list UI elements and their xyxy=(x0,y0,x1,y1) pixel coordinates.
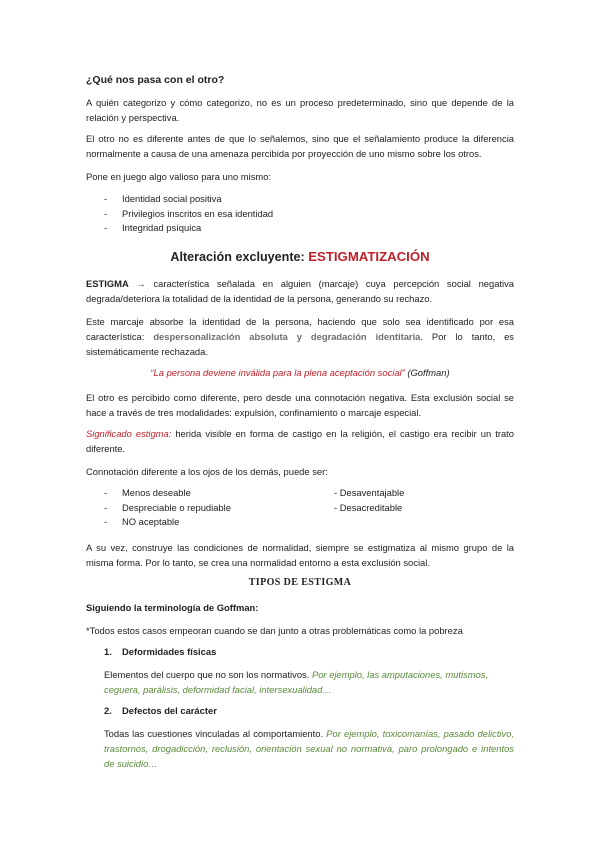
item-title-caracter: Defectos del carácter xyxy=(122,705,217,716)
marcaje-text: Este marcaje absorbe la identidad de la persona, haciendo que solo sea identificado por esa característica: xyxy=(86,316,514,342)
item-number: 2. xyxy=(104,705,112,716)
arrow-icon: → xyxy=(136,278,146,289)
list-item: - Desacreditable xyxy=(334,502,403,513)
item-number: 1. xyxy=(104,646,112,657)
paragraph-marcaje xyxy=(86,314,514,359)
list-item: Despreciable o repudiable xyxy=(122,502,231,513)
paragraph-categorizo: A quién categorizo y cómo categorizo, no es un proceso predeterminado, sino que depende de la relación y perspectiva. xyxy=(86,97,514,123)
estigma-definition: característica señalada en alguien (marcaje) cuya percepción social negativa degrada/deteriora la totalidad de la identidad de la persona, generando su rechazo. xyxy=(86,278,515,304)
tipos-title: TIPOS DE ESTIGMA xyxy=(248,577,352,588)
paragraph-caracter xyxy=(104,726,514,771)
list-item: NO aceptable xyxy=(122,516,180,527)
caracter-text: Todas las cuestiones vinculadas al comportamiento. xyxy=(104,728,324,739)
significado-text: herida visible en forma de castigo en la religión, el castigo era recibir un trato diferente. xyxy=(86,428,514,454)
caracter-example: Por ejemplo, toxicomanías, pasado delictivo, trastornos, drogadicción, reclusión, orientación sexual no normativa, paro prolongado e intentos de suicidio… xyxy=(104,728,515,769)
heading-que-nos-pasa: ¿Qué nos pasa con el otro? xyxy=(86,74,225,86)
paragraph-significado xyxy=(86,426,514,456)
item-title-deformidades: Deformidades físicas xyxy=(122,646,217,657)
section-title-highlight: ESTIGMATIZACIÓN xyxy=(308,249,430,264)
deformidades-example: Por ejemplo, las amputaciones, mutismos, ceguera, parálisis, deformidad facial, intersexualidad… xyxy=(104,669,489,695)
significado-label: Significado estigma: xyxy=(86,428,172,439)
list-dash: - xyxy=(104,487,108,498)
list-item: Privilegios inscritos en esa identidad xyxy=(122,208,274,219)
paragraph-connotacion: Connotación diferente a los ojos de los demás, puede ser: xyxy=(86,466,328,477)
note-pobreza: *Todos estos casos empeoran cuando se dan junto a otras problemáticas como la pobreza xyxy=(86,625,463,636)
paragraph-senalamiento: El otro no es diferente antes de que lo señalemos, sino que el señalamiento produce la diferencia normalmente a causa de una amenaza percibida por proyección de uno mismo sobre los otros. xyxy=(86,133,514,159)
marcaje-bold: despersonalización absoluta y degradación identitaria xyxy=(153,331,421,342)
list-dash: - xyxy=(104,193,108,204)
paragraph-exclusion: El otro es percibido como diferente, pero desde una connotación negativa. Esta exclusión social se hace a través de tres modalidades: expulsión, confinamiento o marcaje especial. xyxy=(86,392,514,418)
list-item: Identidad social positiva xyxy=(122,193,222,204)
deformidades-text: Elementos del cuerpo que no son los normativos. xyxy=(104,669,310,680)
paragraph-normalidad: A su vez, construye las condiciones de normalidad, siempre se estigmatiza al mismo grupo de la misma forma. Por lo tanto, se crea una normalidad entorno a esta exclusión social. xyxy=(86,542,514,568)
list-item: Menos deseable xyxy=(122,487,191,498)
quote-author: (Goffman) xyxy=(407,367,450,378)
goffman-heading: Siguiendo la terminología de Goffman: xyxy=(86,602,259,613)
marcaje-text-end: . Por lo tanto, es sistemáticamente rechazada. xyxy=(86,331,514,357)
quote-goffman xyxy=(0,367,600,378)
quote-text: “La persona deviene inválida para la plena aceptación social” xyxy=(150,367,405,378)
list-dash: - xyxy=(104,516,108,527)
paragraph-pone-en-juego: Pone en juego algo valioso para uno mismo: xyxy=(86,171,272,182)
section-title xyxy=(0,249,600,264)
paragraph-deformidades xyxy=(104,667,514,697)
list-dash: - xyxy=(104,208,108,219)
list-dash: - xyxy=(104,502,108,513)
list-item: Integridad psíquica xyxy=(122,222,202,233)
section-title-prefix: Alteración excluyente: xyxy=(170,250,305,264)
list-item: - Desaventajable xyxy=(334,487,405,498)
paragraph-estigma-definition xyxy=(86,276,514,306)
list-dash: - xyxy=(104,222,108,233)
estigma-term: ESTIGMA xyxy=(86,278,129,289)
